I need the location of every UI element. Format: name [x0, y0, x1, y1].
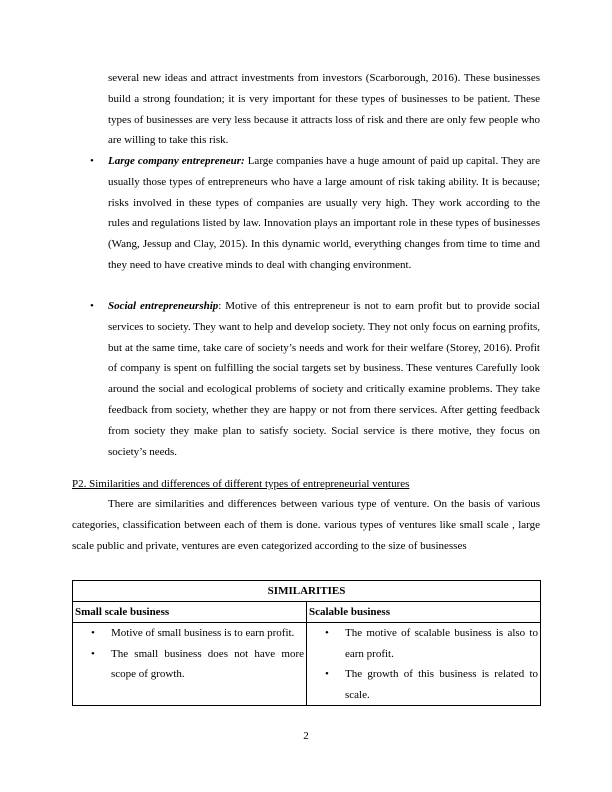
bullet-term: Large company entrepreneur: — [108, 155, 245, 167]
continuation-paragraph: several new ideas and attract investments from investors (Scarborough, 2016). These businesses build a strong foundation; it is very important for these types of businesses to be patient. These types of businesses are very less because it attracts loss of risk and there are only few people who are willing to take this risk. — [108, 72, 540, 147]
bullet-text: : Motive of this entrepreneur is not to earn profit but to provide social services to society. They want to help and develop society. They not only focus on earning profits, but at the same time, take care of society’s needs and work for their welfare (Storey, 2016). Profit of company is spent on fulfilling the social targets set by business. These ventures Carefully look around the social and ecological problems of society and critically examine problems. They take feedback from society, whether they are happy or not from there services. After getting feedback from society they make plan to satisfy society. Social service is there motive, they focus on society’s needs. — [108, 300, 540, 458]
bullet-icon: • — [91, 647, 95, 660]
bullet-icon: • — [325, 668, 329, 680]
intro-paragraph: There are similarities and differences between various type of venture. On the basis of various categories, classification between each of them is done. various types of ventures like small scale , large scale public and private, ventures are even categorized according to the size of businesses — [72, 498, 540, 552]
bullet-social-entrepreneurship — [108, 296, 540, 462]
bullet-large-company — [108, 151, 540, 276]
bullet-icon: • — [91, 627, 95, 639]
column-header-scalable: Scalable business — [307, 602, 541, 623]
table-title: SIMILARITIES — [73, 581, 541, 602]
list-item: • The small business does not have more scope of growth. — [75, 644, 304, 685]
similarities-table — [72, 580, 541, 706]
section-heading: P2. Similarities and differences of different types of entrepreneurial ventures — [72, 478, 410, 490]
list-item: • The motive of scalable business is also to earn profit. — [309, 623, 538, 664]
bullet-text: Large companies have a huge amount of paid up capital. They are usually those types of entrepreneurs who have a large amount of risk taking ability. It is because; risks involved in these types of companies are usually very high. They work according to the rules and regulations listed by law. Innovation plays an important role in these types of businesses (Wang, Jessup and Clay, 2015). In this dynamic world, everything changes from time to time and they need to have creative minds to deal with changing environment. — [108, 155, 541, 271]
bullet-icon: • — [325, 627, 329, 639]
list-item: • The growth of this business is related to scale. — [309, 664, 538, 705]
list-item: • Motive of small business is to earn profit. — [75, 623, 304, 644]
bullet-icon: • — [90, 300, 94, 312]
bullet-icon: • — [90, 155, 94, 167]
page-number: 2 — [303, 730, 309, 742]
column-header-small-scale: Small scale business — [73, 602, 307, 623]
table-cell-small-scale — [73, 623, 307, 706]
table-cell-scalable — [307, 623, 541, 706]
bullet-term: Social entrepreneurship — [108, 300, 219, 312]
